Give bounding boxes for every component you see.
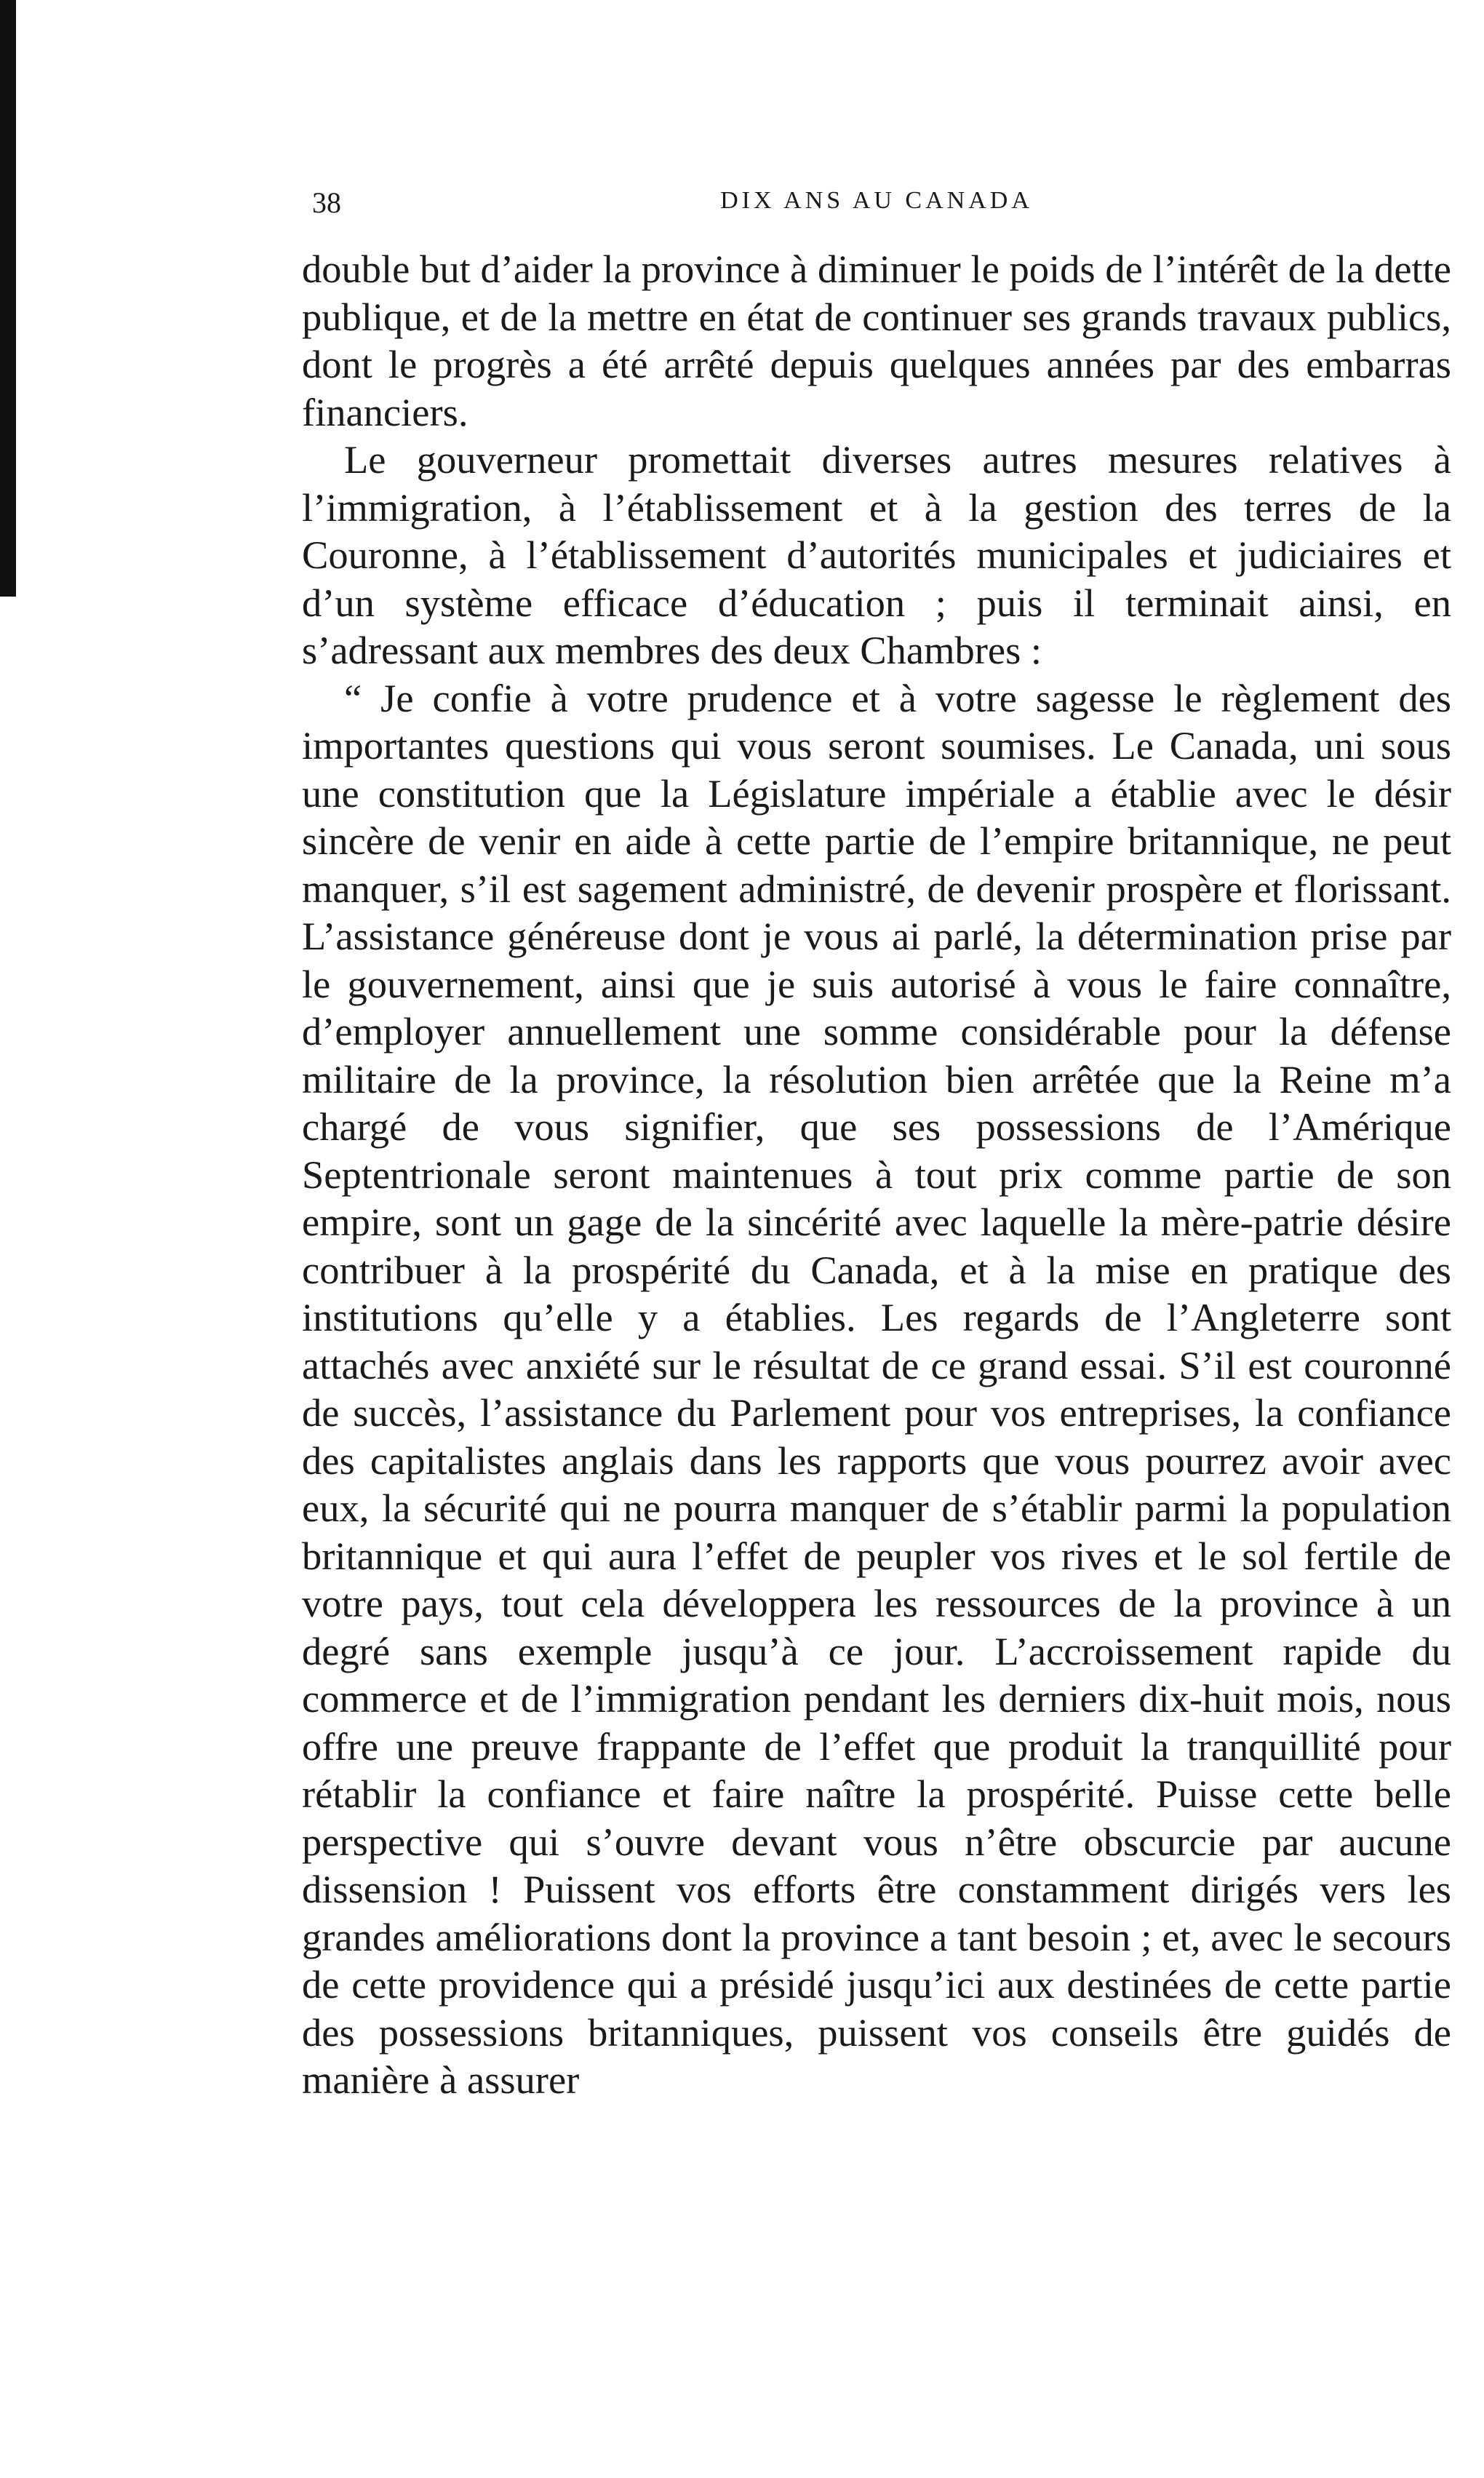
paragraph-continuation: double but d’aider la province à diminuer le poids de l’intérêt de la dette publique, et de la mettre en état de continuer ses grands travaux publics, dont le progrès a été arrêté depuis quelques années par des embarras financiers. <box>302 247 1451 434</box>
page-number: 38 <box>312 186 341 219</box>
page-edge-rule <box>0 0 16 597</box>
running-title: DIX ANS AU CANADA <box>720 187 1033 214</box>
paragraph-governor-measures: Le gouverneur promettait diverses autres mesures relatives à l’immigration, à l’établissement et à la gestion des terres de la Couronne, à l’établissement d’autorités municipales et judiciaires et d’un système efficace d’éducation ; puis il terminait ainsi, en s’adressant aux membres des deux Chambres : <box>302 437 1451 672</box>
body-text <box>302 245 1451 2104</box>
running-head <box>302 186 1451 229</box>
book-page <box>302 186 1451 2104</box>
paragraph-quoted-address: “ Je confie à votre prudence et à votre sagesse le règlement des importantes questions qui vous seront soumises. Le Canada, uni sous une constitution que la Législature impériale a établie avec le désir sincère de venir en aide à cette partie de l’empire britannique, ne peut manquer, s’il est sagement administré, de devenir prospère et florissant. L’assistance généreuse dont je vous ai parlé, la détermination prise par le gouvernement, ainsi que je suis autorisé à vous le faire connaître, d’employer annuellement une somme considérable pour la défense militaire de la province, la résolution bien arrêtée que la Reine m’a chargé de vous signifier, que ses possessions de l’Amérique Septentrionale seront maintenues à tout prix comme partie de son empire, sont un gage de la sincérité avec laquelle la mère-patrie désire contribuer à la prospérité du Canada, et à la mise en pratique des institutions qu’elle y a établies. Les regards de l’Angleterre sont attachés avec anxiété sur le résultat de ce grand essai. S’il est couronné de succès, l’assistance du Parlement pour vos entreprises, la confiance des capitalistes anglais dans les rapports que vous pourrez avoir avec eux, la sécurité qui ne pourra manquer de s’établir parmi la population britannique et qui aura l’effet de peupler vos rives et le sol fertile de votre pays, tout cela développera les ressources de la province à un degré sans exemple jusqu’à ce jour. L’accroissement rapide du commerce et de l’immigration pendant les derniers dix-huit mois, nous offre une preuve frappante de l’effet que produit la tranquillité pour rétablir la confiance et faire naître la prospérité. Puisse cette belle perspective qui s’ouvre devant vous n’être obscurcie par aucune dissension ! Puissent vos efforts être constamment dirigés vers les grandes améliorations dont la province a tant besoin ; et, avec le secours de cette providence qui a présidé jusqu’ici aux destinées de cette partie des possessions britanniques, puissent vos conseils être guidés de manière à assurer <box>302 675 1451 2102</box>
